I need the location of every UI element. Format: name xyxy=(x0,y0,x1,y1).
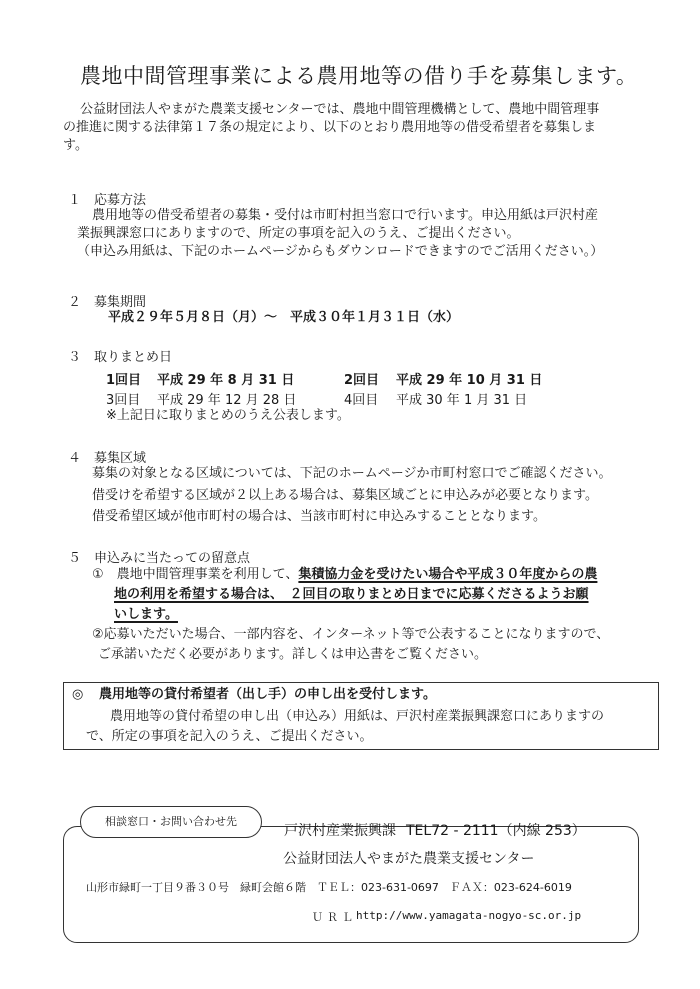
notice-line-2: で、所定の事項を記入のうえ、ご提出ください。 xyxy=(86,729,373,744)
section5-heading: ５ 申込みに当たっての留意点 xyxy=(68,551,251,566)
contact-address: 山形市緑町一丁目９番３０号 緑町会館６階 ＴＥＬ：023-631-0697 ＦＡＸ：023-624-6019 xyxy=(86,881,572,894)
section5-item2-line-2: ご承諾いただく必要があります。詳しくは申込書をご覧ください。 xyxy=(98,647,487,662)
contact-org: 公益財団法人やまがた農業支援センター xyxy=(283,851,535,867)
item1-emphasis-3: いします。 xyxy=(114,607,178,622)
section4-line-2: 借受けを希望する区域が２以上ある場合は、募集区域ごとに申込みが必要となります。 xyxy=(92,488,598,503)
section4-heading: ４ 募集区域 xyxy=(68,451,147,466)
notice-mark: ◎ xyxy=(72,687,84,702)
page-title: 農地中間管理事業による農用地等の借り手を募集します。 xyxy=(80,64,638,88)
section5-item1 xyxy=(92,566,597,584)
section1-line-2: 業振興課窓口にありますので、所定の事項を記入のうえ、ご提出ください。 xyxy=(77,226,520,241)
section1-heading: １ 応募方法 xyxy=(68,193,147,208)
round3-date: 平成 29 年 12 月 28 日 xyxy=(157,393,297,408)
section5-item2-line-1: ②応募いただいた場合、一部内容を、インターネット等で公表することになりますので、 xyxy=(92,627,610,642)
recruitment-period: 平成２９年５月８日（月）～ 平成３０年１月３１日（水） xyxy=(108,310,460,325)
item1-prefix: ① 農地中間管理事業を利用して、 xyxy=(92,567,299,582)
round2-label: 2回目 xyxy=(344,373,380,388)
contact-tel: TEL72 - 2111（内線 253） xyxy=(406,823,586,839)
round3-label: 3回目 xyxy=(106,393,141,408)
section1-line-3: （申込み用紙は、下記のホームページからもダウンロードできますのでご活用ください。） xyxy=(77,244,604,259)
round1-date: 平成 29 年 8 月 31 日 xyxy=(157,373,295,388)
section2-heading: ２ 募集期間 xyxy=(68,295,147,310)
url-label: ＵＲＬ xyxy=(312,911,357,924)
section1-line-1: 農用地等の借受希望者の募集・受付は市町村担当窓口で行います。申込用紙は戸沢村産 xyxy=(92,208,598,223)
section4-line-1: 募集の対象となる区域については、下記のホームページか市町村窓口でご確認ください。 xyxy=(92,466,612,481)
intro-line-2: の推進に関する法律第１７条の規定により、以下のとおり農用地等の借受希望者を募集しま xyxy=(63,120,597,135)
section3-note: ※上記日に取りまとめのうえ公表します。 xyxy=(106,408,350,423)
website-link[interactable]: http://www.yamagata-nogyo-sc.or.jp xyxy=(356,909,582,922)
section3-heading: ３ 取りまとめ日 xyxy=(68,350,173,365)
round4-label: 4回目 xyxy=(344,393,379,408)
round2-date: 平成 29 年 10 月 31 日 xyxy=(396,373,543,388)
intro-line-3: す。 xyxy=(63,138,88,153)
intro-line-1: 公益財団法人やまがた農業支援センターでは、農地中間管理機構として、農地中間管理事 xyxy=(80,102,600,117)
round4-date: 平成 30 年 1 月 31 日 xyxy=(396,393,528,408)
notice-line-1: 農用地等の貸付希望の申し出（申込み）用紙は、戸沢村産業振興課窓口にありますの xyxy=(110,709,605,724)
item1-emphasis-2: 地の利用を希望する場合は、 ２回目の取りまとめ日までに応募くださるようお願 xyxy=(114,587,589,602)
item1-emphasis-1: 集積協力金を受けたい場合や平成３０年度からの農 xyxy=(298,567,598,582)
notice-heading: 農用地等の貸付希望者（出し手）の申し出を受付します。 xyxy=(99,687,436,702)
contact-dept: 戸沢村産業振興課 xyxy=(284,823,396,839)
round1-label: 1回目 xyxy=(106,373,142,388)
section4-line-3: 借受希望区域が他市町村の場合は、当該市町村に申込みすることとなります。 xyxy=(92,509,546,524)
contact-badge: 相談窓口・お問い合わせ先 xyxy=(80,806,262,838)
